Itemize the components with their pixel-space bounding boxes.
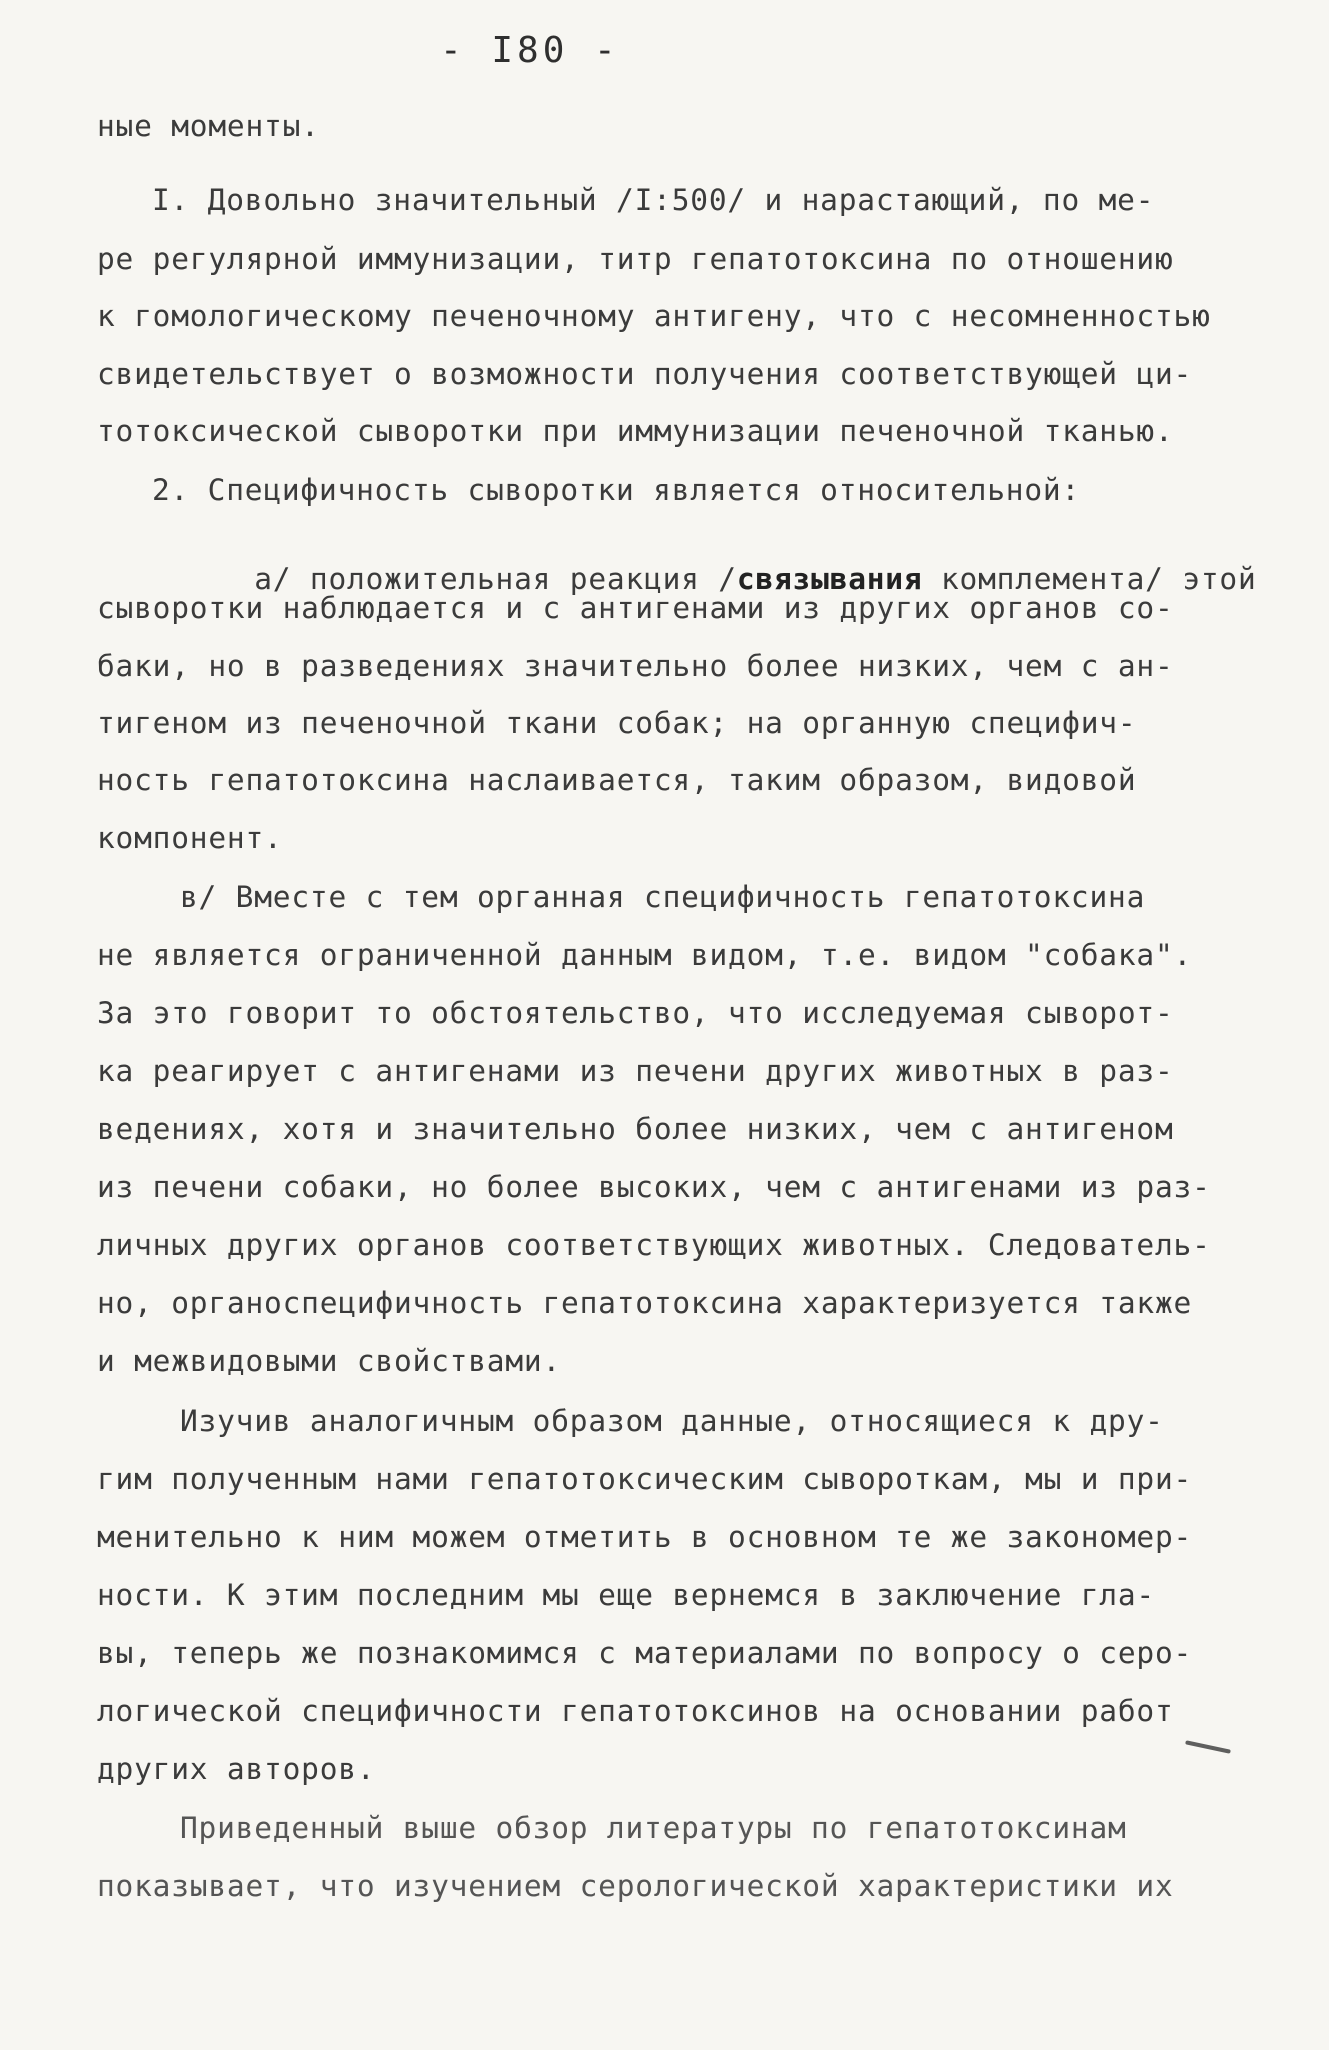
text-line-13: компонент. (97, 821, 283, 855)
text-line-16: За это говорит то обстоятельство, что исследуемая сыворот- (97, 996, 1174, 1030)
text-line-23: Изучив аналогичным образом данные, относящиеся к дру- (180, 1404, 1164, 1438)
text-line-11: тигеном из печеночной ткани собак; на органную специфич- (97, 706, 1137, 740)
text-line-29: других авторов. (97, 1752, 376, 1786)
text-line-10: баки, но в разведениях значительно более низких, чем с ан- (97, 649, 1174, 683)
text-line-12: ность гепатотоксина наслаивается, таким образом, видовой (97, 763, 1137, 797)
text-line-25: менительно к ним можем отметить в основном те же закономер- (97, 1520, 1193, 1554)
text-line-17: ка реагирует с антигенами из печени других животных в раз- (97, 1054, 1174, 1088)
text-line-7: 2. Специфичность сыворотки является относительной: (152, 473, 1081, 507)
text-line-6: тотоксической сыворотки при иммунизации печеночной тканью. (97, 414, 1174, 448)
text-line-3: ре регулярной иммунизации, титр гепатотоксина по отношению (97, 242, 1174, 276)
overstruck-word: связывания (736, 561, 923, 596)
page-number: - I80 - (440, 30, 620, 71)
text-line-26: ности. К этим последним мы еще вернемся в заключение гла- (97, 1578, 1155, 1612)
scan-artifact-mark (1185, 1740, 1231, 1753)
text-line-22: и межвидовыми свойствами. (97, 1344, 562, 1378)
text-line-31: показывает, что изучением серологической характеристики их (97, 1869, 1174, 1903)
text-line-14: в/ Вместе с тем органная специфичность гепатотоксина (180, 880, 1146, 914)
text-line-1: ные моменты. (97, 109, 320, 143)
text-line-19: из печени собаки, но более высоких, чем с антигенами из раз- (97, 1170, 1211, 1204)
text-line-21: но, органоспецифичность гепатотоксина характеризуется также (97, 1286, 1193, 1320)
text-line-15: не является ограниченной данным видом, т.е. видом "собака". (97, 938, 1193, 972)
text-line-4: к гомологическому печеночному антигену, что с несомненностью (97, 299, 1211, 333)
text-line-18: ведениях, хотя и значительно более низких, чем с антигеном (97, 1112, 1174, 1146)
text-line-27: вы, теперь же познакомимся с материалами по вопросу о серо- (97, 1636, 1193, 1670)
text-line-8-head: а/ положительная реакция / (254, 561, 737, 596)
text-line-9: сыворотки наблюдается и с антигенами из других органов со- (97, 591, 1174, 625)
text-line-30: Приведенный выше обзор литературы по гепатотоксинам (180, 1811, 1127, 1845)
text-line-8-tail: комплемента/ этой (922, 561, 1257, 596)
text-line-24: гим полученным нами гепатотоксическим сывороткам, мы и при- (97, 1462, 1193, 1496)
text-line-28: логической специфичности гепатотоксинов на основании работ (97, 1694, 1174, 1728)
text-line-20: личных других органов соответствующих животных. Следователь- (97, 1228, 1211, 1262)
text-line-2: I. Довольно значительный /I:500/ и нарастающий, по ме- (152, 183, 1155, 217)
text-line-5: свидетельствует о возможности получения соответствующей ци- (97, 357, 1193, 391)
